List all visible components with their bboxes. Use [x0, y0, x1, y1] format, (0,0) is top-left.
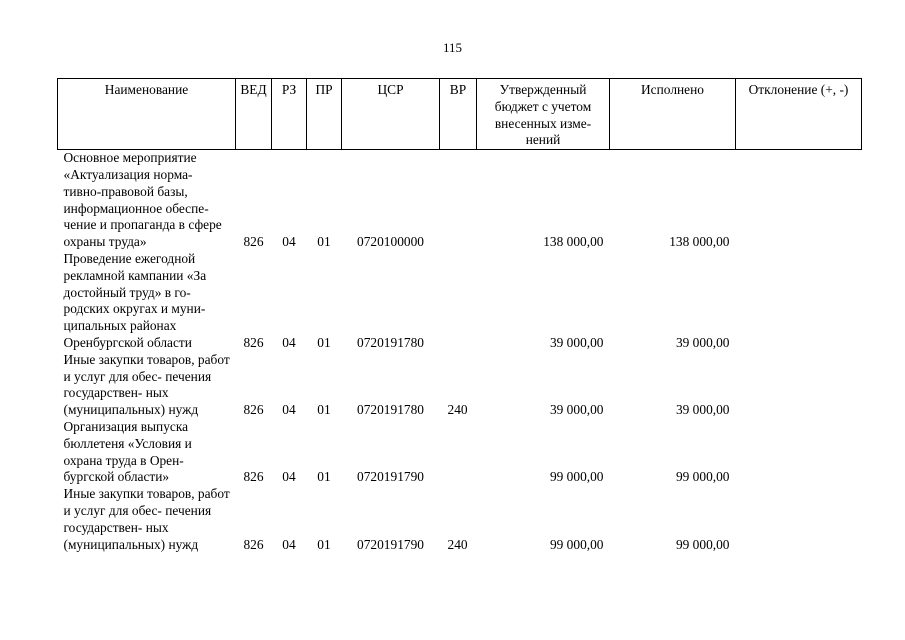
row-ved: 826 — [243, 234, 264, 250]
row-ved: 826 — [243, 402, 264, 418]
header-ved: ВЕД — [236, 79, 272, 150]
row-deviation — [736, 150, 862, 251]
row-deviation — [736, 352, 862, 419]
row-vr — [440, 419, 477, 486]
row-vr — [440, 150, 477, 251]
row-vr — [440, 251, 477, 352]
row-pr: 01 — [317, 334, 331, 350]
row-executed: 39 000,00 — [675, 402, 730, 418]
row-pr: 01 — [317, 234, 331, 250]
row-deviation — [736, 419, 862, 486]
row-approved: 39 000,00 — [549, 334, 604, 350]
header-name: Наименование — [58, 79, 236, 150]
row-name: Основное мероприятие «Актуализация норма- тивно-правовой базы, информационное обеспе- чение и пропаганда в сфере охраны труда» — [63, 150, 222, 250]
row-pr: 01 — [317, 536, 331, 552]
row-rz: 04 — [282, 402, 296, 418]
header-csr: ЦСР — [342, 79, 440, 150]
table-header-row — [58, 79, 862, 150]
table-row — [58, 251, 862, 352]
row-approved: 39 000,00 — [549, 402, 604, 418]
row-name: Иные закупки товаров, работ и услуг для обес- печения государствен- ных (муниципальных) нужд — [63, 351, 230, 418]
row-approved: 99 000,00 — [549, 536, 604, 552]
row-ved: 826 — [243, 536, 264, 552]
table-row — [58, 150, 862, 251]
row-rz: 04 — [282, 469, 296, 485]
row-vr: 240 — [447, 402, 468, 418]
row-executed: 138 000,00 — [669, 234, 730, 250]
row-executed: 39 000,00 — [675, 334, 730, 350]
row-name: Организация выпуска бюллетеня «Условия и охрана труда в Орен- бургской области» — [63, 418, 192, 485]
row-deviation — [736, 251, 862, 352]
row-approved: 138 000,00 — [543, 234, 604, 250]
row-ved: 826 — [243, 334, 264, 350]
row-rz: 04 — [282, 234, 296, 250]
row-csr: 0720191780 — [357, 334, 424, 350]
header-deviation: Отклонение (+, -) — [736, 79, 862, 150]
row-ved: 826 — [243, 469, 264, 485]
table-row — [58, 352, 862, 419]
row-approved: 99 000,00 — [549, 469, 604, 485]
row-executed: 99 000,00 — [675, 469, 730, 485]
table-row — [58, 486, 862, 553]
row-csr: 0720100000 — [357, 234, 424, 250]
row-name: Проведение ежегодной рекламной кампании «За достойный труд» в го- родских округах и муни- ципальных районах Оренбургской области — [63, 250, 207, 350]
page-number: 115 — [442, 40, 463, 55]
header-approved: Утвержденный бюджет с учетом внесенных изме- нений — [477, 79, 610, 150]
budget-table — [57, 78, 862, 553]
row-executed: 99 000,00 — [675, 536, 730, 552]
header-pr: ПР — [307, 79, 342, 150]
row-pr: 01 — [317, 402, 331, 418]
row-vr: 240 — [447, 536, 468, 552]
header-vr: ВР — [440, 79, 477, 150]
header-executed: Исполнено — [610, 79, 736, 150]
row-csr: 0720191790 — [357, 536, 424, 552]
table-row — [58, 419, 862, 486]
row-name: Иные закупки товаров, работ и услуг для обес- печения государствен- ных (муниципальных) нужд — [63, 486, 230, 552]
row-pr: 01 — [317, 469, 331, 485]
row-rz: 04 — [282, 536, 296, 552]
row-csr: 0720191780 — [357, 402, 424, 418]
row-deviation — [736, 486, 862, 553]
row-csr: 0720191790 — [357, 469, 424, 485]
header-rz: РЗ — [272, 79, 307, 150]
row-rz: 04 — [282, 334, 296, 350]
